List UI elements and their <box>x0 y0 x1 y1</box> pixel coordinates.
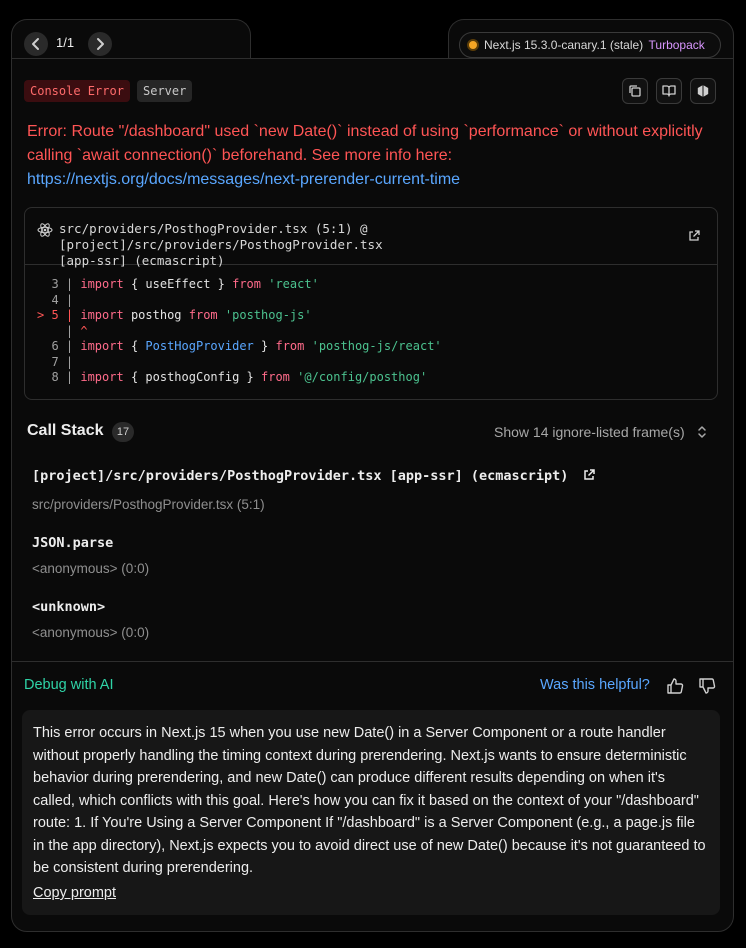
version-badge[interactable] <box>459 32 721 58</box>
code-token: 'posthog-js/react' <box>311 339 442 353</box>
copy-icon <box>628 84 642 98</box>
error-type-badge: Console Error <box>24 80 130 102</box>
chevron-up-down-icon[interactable] <box>696 424 708 440</box>
ai-response-text: This error occurs in Next.js 15 when you use new Date() in a Server Component or a route handler without properly handling the timing context during prerendering. Next.js wants to ensure deterministic behavior during prerendering, and new Date() can produce different results depending on when it's called, which conflicts with this goal. Here's how you can fix it based on the context of your "/dashboard" route: 1. If You're Using a Server Component If "/dashboard" is a Server Component (e.g., a page.js file in the app directory), Next.js expects you to avoid direct use of new Date() because it's not guaranteed to be consistent during prerendering. <box>33 725 706 876</box>
code-line <box>37 277 717 293</box>
code-token: 'posthog-js' <box>224 308 312 322</box>
stack-frame-location: src/providers/PosthogProvider.tsx (5:1) <box>32 497 265 512</box>
callstack-count-badge: 17 <box>112 422 134 442</box>
stack-frame-name[interactable] <box>32 468 595 484</box>
code-token: import <box>80 277 124 291</box>
error-counter: 1/1 <box>56 35 75 50</box>
line-gutter: > 5 | <box>37 308 81 322</box>
stale-status-icon <box>467 39 479 51</box>
bundler-label: Turbopack <box>648 38 705 52</box>
react-icon <box>37 222 53 238</box>
code-token: import <box>80 308 124 322</box>
show-ignored-frames-button[interactable]: Show 14 ignore-listed frame(s) <box>494 424 685 440</box>
nodejs-inspector-button[interactable] <box>690 78 716 104</box>
next-error-button[interactable] <box>88 32 112 56</box>
code-frame-file <box>59 221 679 269</box>
line-gutter: 7 | <box>37 354 81 369</box>
code-token: 'react' <box>268 277 319 291</box>
ai-response-box <box>22 710 720 915</box>
code-token <box>304 339 311 353</box>
code-token: ^ <box>80 323 88 338</box>
nodejs-icon <box>696 84 710 98</box>
error-message-text: Error: Route "/dashboard" used `new Date()` instead of using `performance` or without explicitly calling `await connection()` beforehand. See more info here: <box>27 123 703 164</box>
docs-link[interactable]: https://nextjs.org/docs/messages/next-prerender-current-time <box>27 171 461 188</box>
code-token: posthog <box>123 308 189 322</box>
book-icon <box>662 84 676 98</box>
line-gutter: 4 | <box>37 292 81 307</box>
version-label: Next.js 15.3.0-canary.1 (stale) <box>484 38 644 52</box>
stack-frame-name: JSON.parse <box>32 535 114 551</box>
code-token: from <box>261 370 290 384</box>
code-line <box>37 293 717 309</box>
code-token <box>218 308 225 322</box>
code-token: from <box>275 339 305 353</box>
code-frame-header <box>25 208 717 268</box>
error-message <box>27 120 717 192</box>
code-frame-file-line1: src/providers/PosthogProvider.tsx (5:1) @ [project]/src/providers/PosthogProvider.tsx <box>59 221 383 252</box>
line-gutter: | <box>37 323 81 338</box>
source-badge: Server <box>137 80 192 102</box>
open-in-editor-icon[interactable] <box>583 469 595 481</box>
callstack-title: Call Stack <box>27 422 104 439</box>
line-gutter: 8 | <box>37 370 81 384</box>
thumbs-up-icon[interactable] <box>666 677 684 695</box>
code-token: from <box>232 277 261 291</box>
code-frame <box>24 207 718 400</box>
line-gutter: 3 | <box>37 277 81 291</box>
copy-prompt-link[interactable]: Copy prompt <box>33 885 117 901</box>
line-gutter: 6 | <box>37 339 81 353</box>
helpful-prompt: Was this helpful? <box>540 677 650 693</box>
code-token: { posthogConfig } <box>123 370 261 384</box>
stack-frame-name-text: [project]/src/providers/PosthogProvider.tsx [app-ssr] (ecmascript) <box>32 468 569 484</box>
stack-frame-location: <anonymous> (0:0) <box>32 561 150 576</box>
thumbs-down-icon[interactable] <box>698 677 716 695</box>
code-line <box>37 339 717 355</box>
code-line <box>37 370 717 386</box>
code-frame-file-line2: [app-ssr] (ecmascript) <box>59 253 225 268</box>
open-in-editor-icon[interactable] <box>688 230 700 242</box>
chevron-right-icon <box>88 32 112 56</box>
chevron-left-icon <box>24 32 48 56</box>
panel-divider <box>250 58 450 59</box>
code-token: PostHogProvider <box>145 339 254 353</box>
stack-frame-name: <unknown> <box>32 599 106 615</box>
copy-error-button[interactable] <box>622 78 648 104</box>
code-token: { <box>123 339 146 353</box>
prev-error-button[interactable] <box>24 32 48 56</box>
code-line <box>37 355 717 371</box>
docs-button[interactable] <box>656 78 682 104</box>
code-snippet <box>25 265 717 386</box>
code-line <box>37 308 717 324</box>
code-token: } <box>253 339 276 353</box>
stack-frame-location: <anonymous> (0:0) <box>32 625 150 640</box>
code-token: from <box>188 308 218 322</box>
debug-with-ai-title: Debug with AI <box>24 677 114 693</box>
section-divider <box>12 661 733 662</box>
code-token: '@/config/posthog' <box>297 370 428 384</box>
code-token: { useEffect } <box>123 277 233 291</box>
code-token: import <box>80 370 124 384</box>
code-token: import <box>80 339 124 353</box>
code-line <box>37 324 717 340</box>
